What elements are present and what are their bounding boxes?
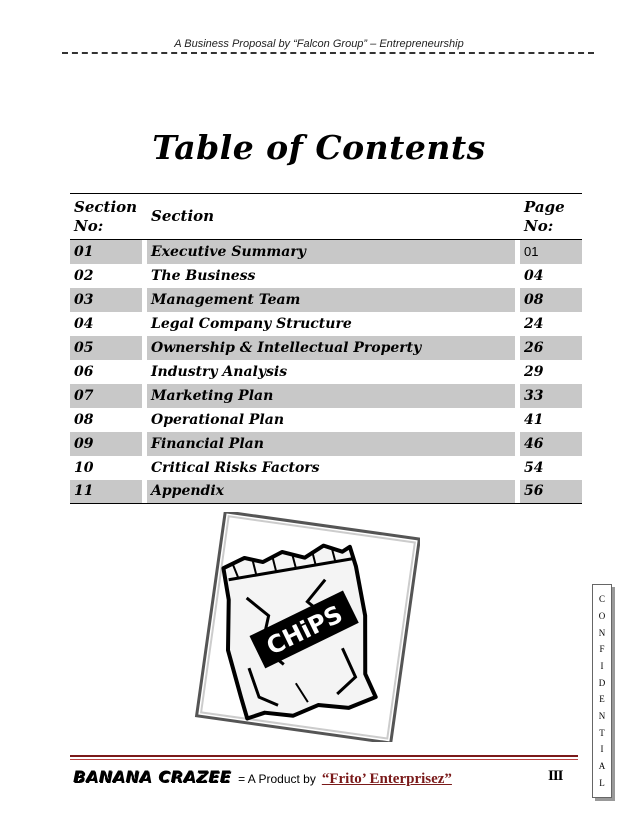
toc-page-no: 46 (520, 432, 582, 456)
toc-section-title[interactable]: Legal Company Structure (151, 315, 352, 332)
toc-section-title[interactable]: The Business (151, 267, 256, 284)
side-letter: F (599, 644, 605, 655)
table-row[interactable] (70, 408, 582, 432)
toc-section-no: 04 (74, 315, 94, 332)
toc-section-title[interactable]: Industry Analysis (151, 363, 288, 380)
toc-section-title[interactable]: Marketing Plan (147, 384, 515, 408)
toc-section-no: 02 (74, 267, 94, 284)
toc-section-no: 01 (70, 240, 142, 264)
toc-header-section-no-line2: No: (74, 216, 104, 235)
chips-bag-label: CHiPS (262, 600, 348, 661)
side-letter: I (600, 660, 604, 671)
page-number: III (548, 768, 563, 784)
toc-header-section: Section (151, 207, 215, 225)
table-row[interactable] (70, 264, 582, 288)
toc-page-no: 33 (520, 384, 582, 408)
toc-section-title[interactable]: Critical Risks Factors (151, 459, 320, 476)
toc-section-no: 07 (70, 384, 142, 408)
side-letter: D (598, 677, 606, 688)
toc-page-no: 08 (520, 288, 582, 312)
toc-section-no: 11 (70, 480, 142, 504)
toc-section-title[interactable]: Ownership & Intellectual Property (147, 336, 515, 360)
toc-page-no: 04 (524, 267, 544, 284)
side-letter: O (598, 610, 606, 621)
toc-header-page-no (520, 194, 582, 240)
toc-page-no: 24 (524, 315, 544, 332)
table-row[interactable] (70, 360, 582, 384)
table-row[interactable] (70, 312, 582, 336)
footer-company: “Frito’ Enterprisez” (321, 771, 452, 787)
toc-section-title[interactable]: Management Team (147, 288, 515, 312)
toc-section-title[interactable]: Executive Summary (147, 240, 515, 264)
toc-header-row (70, 194, 582, 240)
toc-section-no: 08 (74, 411, 94, 428)
chips-bag-illustration (190, 512, 420, 742)
toc-section-no: 05 (70, 336, 142, 360)
toc-section-no: 09 (70, 432, 142, 456)
table-row[interactable] (70, 384, 582, 408)
side-letter: L (599, 777, 605, 788)
side-letter: N (598, 627, 606, 638)
side-letter: N (598, 710, 606, 721)
toc-section-no: 03 (70, 288, 142, 312)
table-row[interactable] (70, 240, 582, 264)
toc-header-page-line1: Page (524, 197, 565, 216)
toc-page-no: 56 (520, 480, 582, 504)
side-letter: E (599, 694, 605, 705)
chips-bag-icon (190, 512, 420, 742)
side-letter: I (600, 744, 604, 755)
toc-section-no: 10 (74, 459, 94, 476)
toc-section-title[interactable]: Financial Plan (147, 432, 515, 456)
table-row[interactable] (70, 432, 582, 456)
toc-page-no: 29 (524, 363, 544, 380)
toc-page-no: 01 (520, 240, 582, 264)
table-row[interactable] (70, 480, 582, 504)
side-letter: C (598, 594, 605, 605)
table-row[interactable] (70, 456, 582, 480)
toc-page-no: 26 (520, 336, 582, 360)
footer (74, 768, 574, 788)
page-title: Table of Contents (152, 128, 486, 167)
side-letter: T (599, 727, 605, 738)
toc-header-section-no (70, 194, 142, 240)
footer-tagline: = A Product by (238, 772, 316, 786)
footer-rule (70, 755, 578, 757)
header-running-title: A Business Proposal by “Falcon Group” – Entrepreneurship (174, 38, 464, 50)
toc-section-title[interactable]: Appendix (147, 480, 515, 504)
table-row[interactable] (70, 288, 582, 312)
footer-brand: BANANA CRAZEE (74, 768, 233, 787)
side-letter: A (598, 760, 606, 771)
toc-page-no: 54 (524, 459, 544, 476)
toc-section-title[interactable]: Operational Plan (151, 411, 284, 428)
toc-page-no: 41 (524, 411, 544, 428)
toc-table (70, 193, 582, 504)
confidential-side-label (592, 584, 612, 798)
toc-section-no: 06 (74, 363, 94, 380)
footer-rule-thin (70, 759, 578, 760)
toc-header-page-line2: No: (524, 216, 554, 235)
toc-header-section-no-line1: Section (74, 197, 138, 216)
table-row[interactable] (70, 336, 582, 360)
header-dashed-rule (62, 52, 594, 54)
